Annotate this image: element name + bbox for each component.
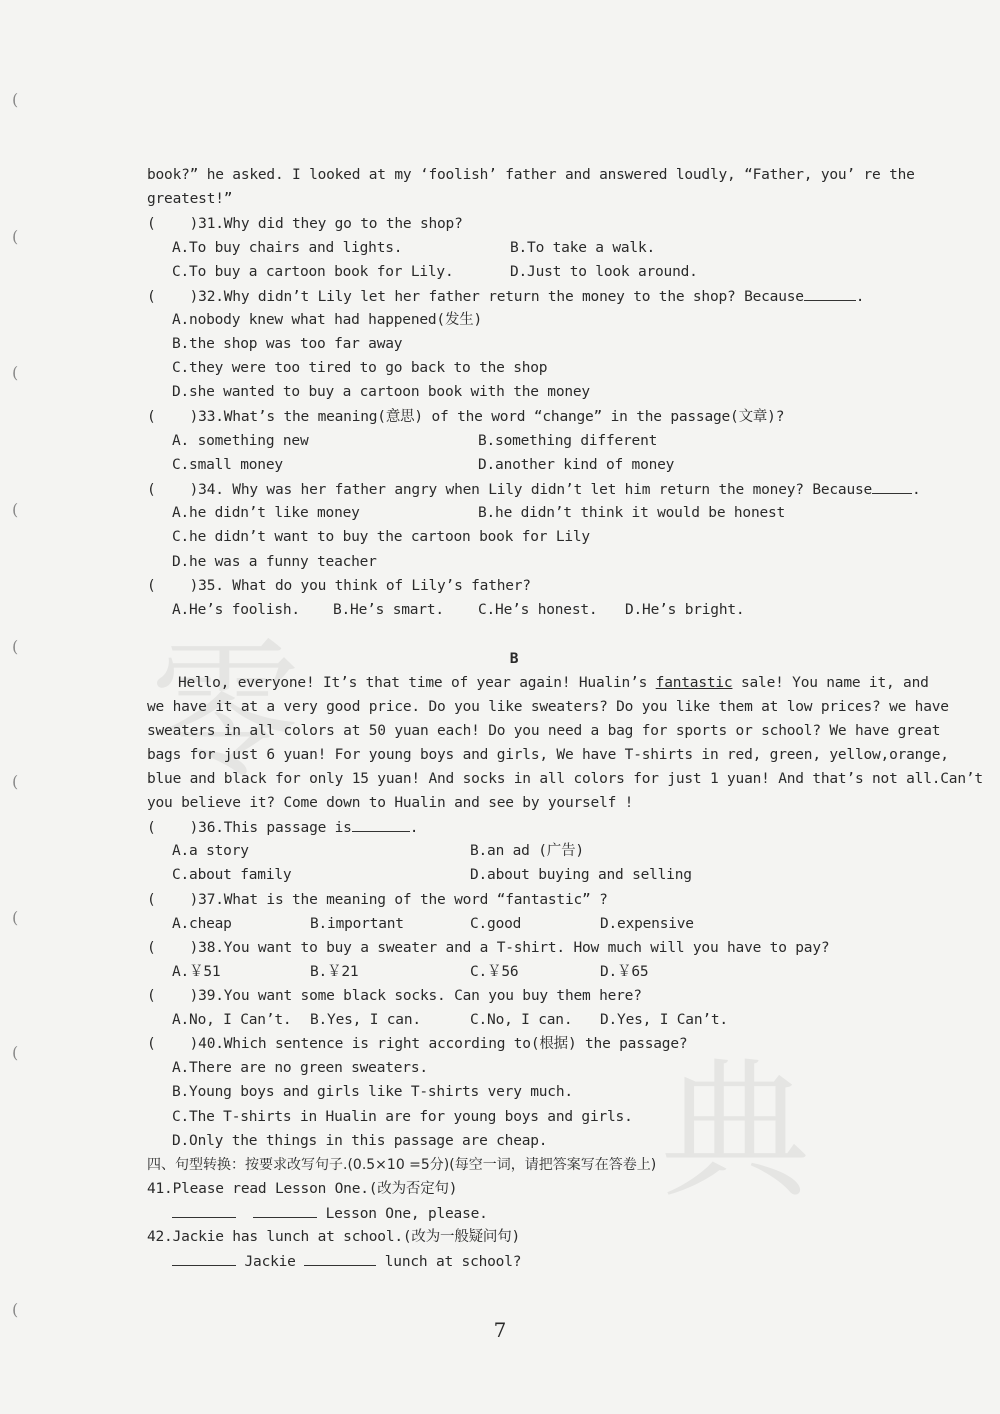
- option-32-c: C.they were too tired to go back to the shop: [172, 360, 548, 376]
- answer-blank: [872, 477, 912, 494]
- option-40-b: B.Young boys and girls like T-shirts very much.: [172, 1084, 573, 1100]
- option-34-b: B.he didn’t think it would be honest: [478, 505, 786, 521]
- option-31-a: A.To buy chairs and lights.: [172, 240, 403, 256]
- page-number: 7: [493, 1318, 507, 1342]
- option-33-b: B.something different: [478, 433, 658, 449]
- question-35-stem: ( )35. What do you think of Lily’s father?: [147, 578, 531, 594]
- option-31-c: C.To buy a cartoon book for Lily.: [172, 264, 454, 280]
- option-34-c: C.he didn’t want to buy the cartoon book for Lily: [172, 529, 590, 545]
- option-34-a: A.he didn’t like money: [172, 505, 360, 521]
- passage-b-line: sweaters in all colors at 50 yuan each! Do you need a bag for sports or school? We have great: [147, 723, 941, 739]
- option-32-a: A.nobody knew what had happened(发生): [172, 312, 483, 328]
- option-36-d: D.about buying and selling: [470, 867, 692, 883]
- watermark-char: 典: [660, 1045, 811, 1219]
- option-38-d: D.￥65: [600, 964, 649, 980]
- option-35-c: C.He’s honest.: [478, 602, 598, 618]
- passage-b-line: blue and black for only 15 yuan! And socks in all colors for just 1 yuan! And that’s not all.Can’t: [147, 771, 983, 787]
- question-42: 42.Jackie has lunch at school.(改为一般疑问句): [147, 1229, 521, 1245]
- question-31-stem: ( )31.Why did they go to the shop?: [147, 216, 463, 232]
- answer-blank[interactable]: [172, 1249, 236, 1266]
- answer-blank[interactable]: [172, 1201, 236, 1218]
- question-37-stem: ( )37.What is the meaning of the word “fantastic” ?: [147, 892, 608, 908]
- watermark-char: 零: [150, 625, 301, 799]
- option-35-a: A.He’s foolish.: [172, 602, 300, 618]
- option-38-b: B.￥21: [310, 964, 359, 980]
- question-42-answer-line: [172, 1249, 912, 1274]
- question-34-text: ( )34. Why was her father angry when Lily didn’t let him return the money? Because: [147, 482, 873, 498]
- option-39-c: C.No, I can.: [470, 1012, 573, 1028]
- option-35-b: B.He’s smart.: [333, 602, 444, 618]
- passage-b-line: bags for just 6 yuan! For young boys and girls, We have T-shirts in red, green, yellow,orange,: [147, 747, 949, 763]
- option-32-b: B.the shop was too far away: [172, 336, 403, 352]
- question-36-text: ( )36.This passage is: [147, 820, 352, 836]
- question-33-stem: ( )33.What’s the meaning(意思) of the word “change” in the passage(文章)?: [147, 409, 785, 425]
- question-39-stem: ( )39.You want some black socks. Can you buy them here?: [147, 988, 642, 1004]
- option-34-d: D.he was a funny teacher: [172, 554, 377, 570]
- question-41-answer-line: [172, 1201, 912, 1226]
- section-4-title: 四、句型转换：按要求改写句子.(0.5×10 =5分)(每空一词，请把答案写在答卷上): [147, 1157, 657, 1173]
- option-36-b: B.an ad (广告): [470, 843, 584, 859]
- binding-mark: (: [12, 908, 19, 927]
- binding-mark: (: [12, 363, 19, 382]
- question-32-text: ( )32.Why didn’t Lily let her father return the money to the shop? Because: [147, 289, 804, 305]
- binding-mark: (: [12, 500, 19, 519]
- question-34-stem: ( )34. Why was her father angry when Lily didn’t let him return the money? Because .: [147, 477, 887, 502]
- option-36-c: C.about family: [172, 867, 292, 883]
- question-42-tail: lunch at school?: [384, 1254, 522, 1270]
- option-31-b: B.To take a walk.: [510, 240, 656, 256]
- question-42-mid: Jackie: [244, 1254, 296, 1270]
- answer-blank[interactable]: [253, 1201, 317, 1218]
- passage-line: book?” he asked. I looked at my ‘foolish’ father and answered loudly, “Father, you’ re the: [147, 167, 915, 183]
- binding-mark: (: [12, 637, 19, 656]
- option-40-d: D.Only the things in this passage are cheap.: [172, 1133, 548, 1149]
- answer-blank: [352, 815, 410, 832]
- passage-b-text: sale! You name it, and: [732, 675, 929, 691]
- option-39-d: D.Yes, I Can’t.: [600, 1012, 728, 1028]
- option-39-b: B.Yes, I can.: [310, 1012, 421, 1028]
- fantastic-word: fantastic: [655, 675, 733, 691]
- passage-b-text: Hello, everyone! It’s that time of year again! Hualin’s: [178, 675, 656, 691]
- section-b-heading: B: [509, 651, 519, 667]
- question-36-stem: ( )36.This passage is .: [147, 815, 887, 840]
- binding-mark: (: [12, 90, 19, 109]
- question-38-stem: ( )38.You want to buy a sweater and a T-shirt. How much will you have to pay?: [147, 940, 830, 956]
- option-37-c: C.good: [470, 916, 522, 932]
- passage-b-line: [178, 671, 929, 695]
- option-38-a: A.￥51: [172, 964, 221, 980]
- option-33-c: C.small money: [172, 457, 283, 473]
- option-40-c: C.The T-shirts in Hualin are for young boys and girls.: [172, 1109, 633, 1125]
- passage-b-line: we have it at a very good price. Do you like sweaters? Do you like them at low prices? we have: [147, 699, 949, 715]
- option-35-d: D.He’s bright.: [625, 602, 745, 618]
- question-32-stem: ( )32.Why didn’t Lily let her father return the money to the shop? Because .: [147, 284, 887, 309]
- option-33-d: D.another kind of money: [478, 457, 675, 473]
- option-39-a: A.No, I Can’t.: [172, 1012, 292, 1028]
- passage-line: greatest!”: [147, 191, 233, 207]
- option-38-c: C.￥56: [470, 964, 519, 980]
- option-31-d: D.Just to look around.: [510, 264, 698, 280]
- option-37-a: A.cheap: [172, 916, 232, 932]
- binding-mark: (: [12, 1300, 19, 1319]
- option-32-d: D.she wanted to buy a cartoon book with the money: [172, 384, 590, 400]
- question-41-tail: Lesson One, please.: [325, 1206, 488, 1222]
- passage-b-line: you believe it? Come down to Hualin and see by yourself !: [147, 795, 634, 811]
- option-36-a: A.a story: [172, 843, 249, 859]
- option-37-d: D.expensive: [600, 916, 694, 932]
- answer-blank: [804, 284, 856, 301]
- binding-mark: (: [12, 772, 19, 791]
- binding-mark: (: [12, 227, 19, 246]
- option-37-b: B.important: [310, 916, 404, 932]
- binding-mark: (: [12, 1043, 19, 1062]
- question-40-stem: ( )40.Which sentence is right according to(根据) the passage?: [147, 1036, 688, 1052]
- answer-blank[interactable]: [304, 1249, 376, 1266]
- option-33-a: A. something new: [172, 433, 309, 449]
- question-41: 41.Please read Lesson One.(改为否定句): [147, 1181, 458, 1197]
- option-40-a: A.There are no green sweaters.: [172, 1060, 428, 1076]
